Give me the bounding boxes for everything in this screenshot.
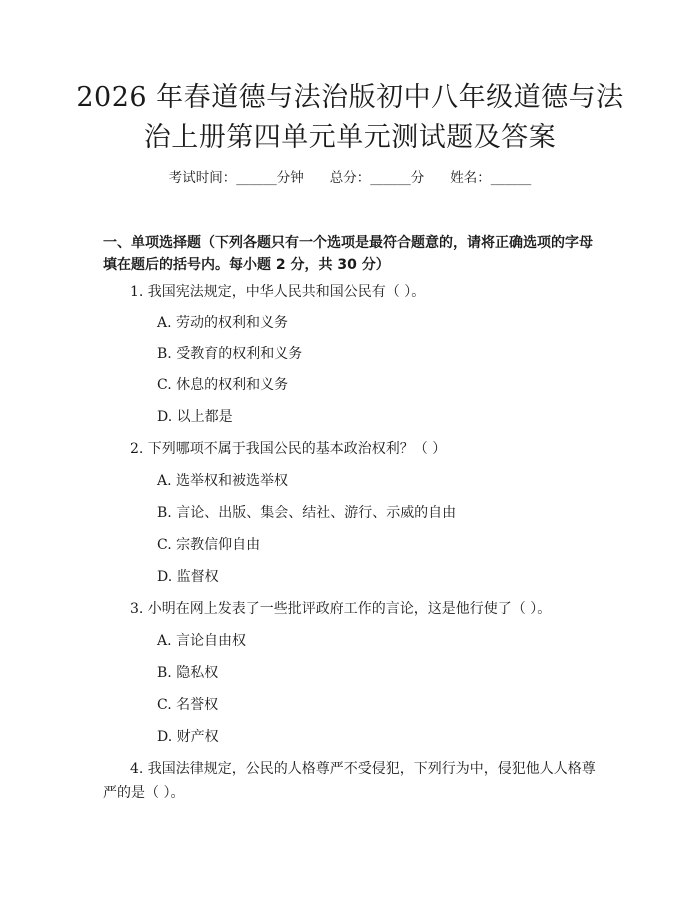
section-heading-line-1: 一、单项选择题（下列各题只有一个选项是最符合题意的，请将正确选项的字母 <box>103 235 593 251</box>
section-heading-line-2: 填在题后的括号内。每小题 2 分，共 30 分） <box>103 257 390 273</box>
question-3-option-d: D. 财产权 <box>157 729 219 745</box>
question-1-option-b: B. 受教育的权利和义务 <box>157 346 303 362</box>
title-line-2: 治上册第四单元单元测试题及答案 <box>143 122 557 153</box>
question-1-option-d: D. 以上都是 <box>157 409 233 425</box>
total-score: 总分：______分 <box>329 170 425 186</box>
question-2-option-c: C. 宗教信仰自由 <box>157 537 261 553</box>
exam-info <box>0 168 700 188</box>
question-3-option-b: B. 隐私权 <box>157 665 219 681</box>
exam-time: 考试时间：______分钟 <box>168 170 304 186</box>
section-heading <box>103 232 603 276</box>
question-2-option-b: B. 言论、出版、集会、结社、游行、示威的自由 <box>157 505 457 521</box>
title-line-1: 2026 年春道德与法治版初中八年级道德与法 <box>76 82 624 113</box>
question-2-stem: 2. 下列哪项不属于我国公民的基本政治权利？（ ） <box>130 441 447 457</box>
student-name: 姓名：______ <box>450 170 532 186</box>
question-3-option-c: C. 名誉权 <box>157 697 219 713</box>
question-2-option-d: D. 监督权 <box>157 569 219 585</box>
question-1-stem: 1. 我国宪法规定，中华人民共和国公民有（ ）。 <box>130 284 426 300</box>
question-1-option-a: A. 劳动的权利和义务 <box>157 315 289 331</box>
question-3-stem: 3. 小明在网上发表了一些批评政府工作的言论，这是他行使了（ ）。 <box>130 601 552 617</box>
question-3-option-a: A. 言论自由权 <box>157 633 247 649</box>
question-2-option-a: A. 选举权和被选举权 <box>157 473 289 489</box>
question-4-stem: 4. 我国法律规定，公民的人格尊严不受侵犯，下列行为中，侵犯他人人格尊严的是（ ）。 <box>103 761 596 801</box>
question-1-option-c: C. 休息的权利和义务 <box>157 377 289 393</box>
document-title <box>0 78 700 158</box>
